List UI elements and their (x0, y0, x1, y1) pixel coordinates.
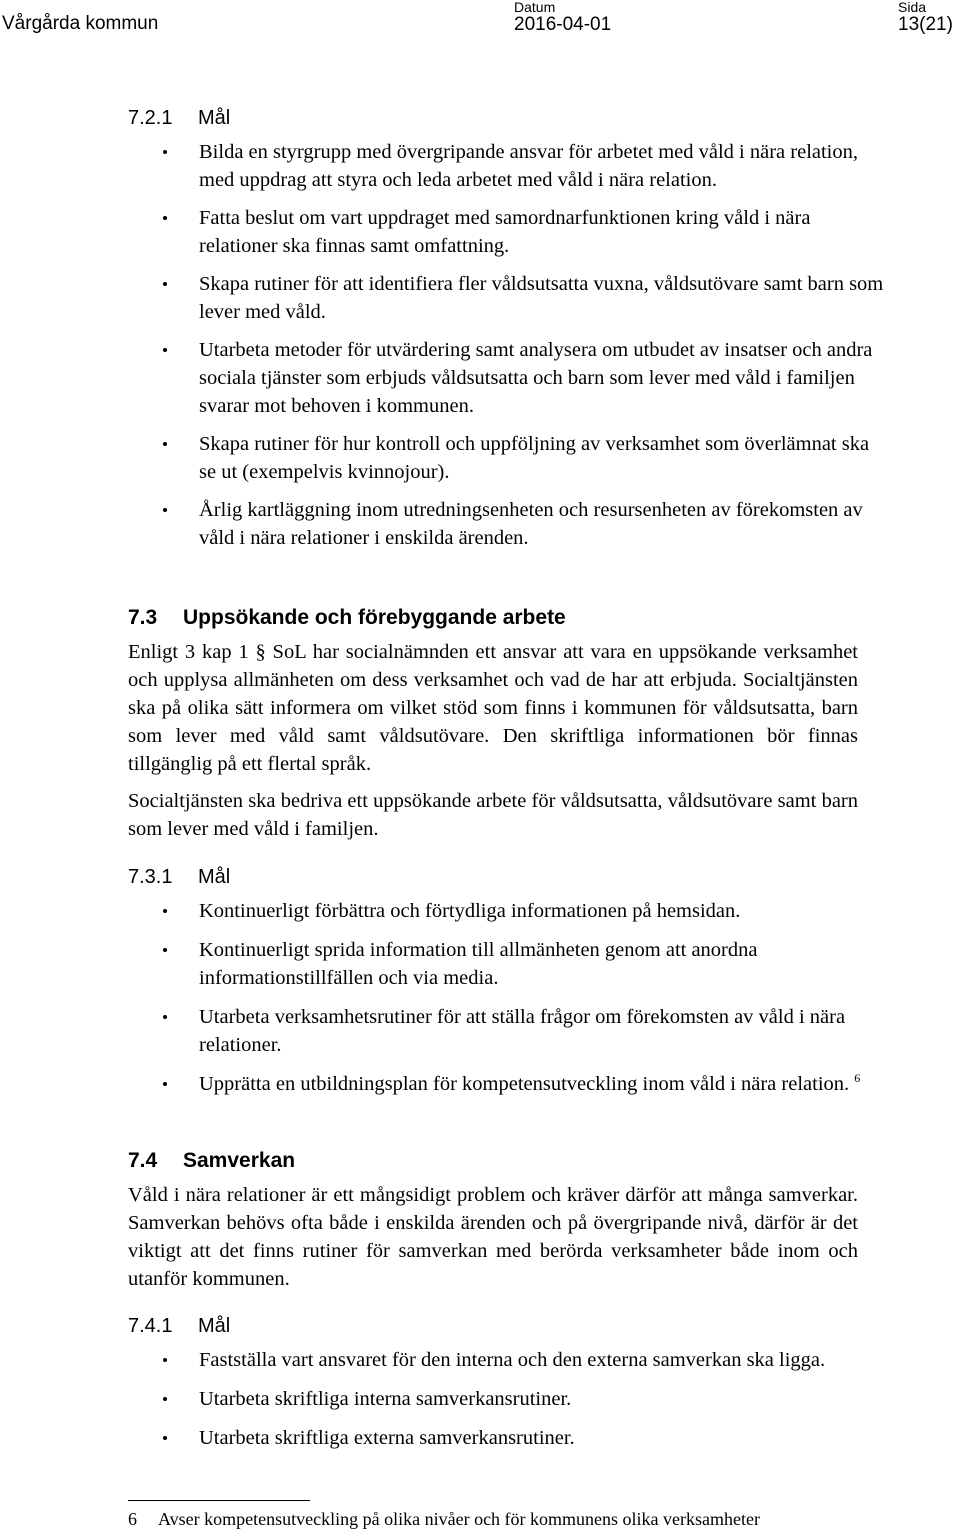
list-item: Årlig kartläggning inom utredningsenheten och resursenheten av förekomsten av våld i nära relationer i enskilda ärenden. (199, 496, 889, 552)
page-number: 13(21) (898, 14, 953, 35)
bullet-icon (163, 1015, 167, 1019)
page-label: Sida (898, 0, 927, 15)
goal-list-7-3-1 (199, 897, 889, 1098)
footnote (128, 1508, 760, 1530)
list-item: Skapa rutiner för hur kontroll och uppföljning av verksamhet som överlämnat ska se ut (exempelvis kvinnojour). (199, 430, 889, 486)
bullet-icon (163, 1358, 167, 1362)
list-item: Fatta beslut om vart uppdraget med samordnarfunktionen kring våld i nära relationer ska finnas samt omfattning. (199, 204, 889, 260)
heading-7-2-1 (128, 106, 230, 130)
list-item: Kontinuerligt sprida information till allmänheten genom att anordna informationstillfällen och via media. (199, 936, 889, 992)
heading-title: Mål (198, 1315, 231, 1337)
organization-name: Vårgårda kommun (2, 13, 159, 34)
bullet-icon (163, 508, 167, 512)
bullet-icon (163, 216, 167, 220)
list-item: Utarbeta skriftliga externa samverkansrutiner. (199, 1424, 889, 1452)
list-item: Bilda en styrgrupp med övergripande ansvar för arbetet med våld i nära relation, med uppdrag att styra och leda arbetet med våld i nära relation. (199, 138, 889, 194)
date-label: Datum (514, 0, 556, 15)
date-value: 2016-04-01 (514, 14, 612, 35)
heading-7-4-1 (128, 1314, 230, 1338)
heading-title: Uppsökande och förebyggande arbete (183, 606, 566, 629)
paragraph-7-4-1: Våld i nära relationer är ett mångsidigt problem och kräver därför att många samverkar. Samverkan behövs ofta både i enskilda ärenden och på övergripande nivå, därför är det viktigt att det finns rutiner för samverkan med berörda verksamheter både inom och utanför kommunen. (128, 1184, 858, 1290)
heading-number: 7.4.1 (128, 1315, 173, 1337)
list-item: Skapa rutiner för att identifiera fler våldsutsatta vuxna, våldsutövare samt barn som lever med våld. (199, 270, 889, 326)
heading-number: 7.2.1 (128, 107, 173, 129)
paragraph-7-3-2: Socialtjänsten ska bedriva ett uppsökande arbete för våldsutsatta, våldsutövare samt barn som lever med våld i familjen. (128, 790, 858, 840)
goal-list-7-2-1 (199, 138, 889, 552)
footnote-reference: 6 (854, 1071, 861, 1086)
list-item: Kontinuerligt förbättra och förtydliga informationen på hemsidan. (199, 897, 889, 925)
heading-title: Mål (198, 107, 231, 129)
bullet-icon (163, 282, 167, 286)
goal-list-7-4-1 (199, 1346, 889, 1452)
heading-7-4 (128, 1148, 295, 1174)
bullet-icon (163, 1436, 167, 1440)
list-item: Upprätta en utbildningsplan för kompetensutveckling inom våld i nära relation. $^6$ (199, 1070, 889, 1098)
heading-7-3 (128, 605, 566, 631)
list-item: Utarbeta skriftliga interna samverkansrutiner. (199, 1385, 889, 1413)
footnote-separator (128, 1500, 310, 1501)
bullet-icon (163, 150, 167, 154)
bullet-icon (163, 442, 167, 446)
heading-number: 7.3 (128, 606, 158, 629)
heading-title: Mål (198, 866, 231, 888)
bullet-icon (163, 948, 167, 952)
list-item: Utarbeta metoder för utvärdering samt analysera om utbudet av insatser och andra sociala tjänster som erbjuds våldsutsatta och barn som lever med våld i familjen svarar mot behoven i kommunen. (199, 336, 889, 420)
list-item: Utarbeta verksamhetsrutiner för att ställa frågor om förekomsten av våld i nära relationer. (199, 1003, 889, 1059)
bullet-icon (163, 1082, 167, 1086)
bullet-icon (163, 348, 167, 352)
paragraph-7-3-1: Enligt 3 kap 1 § SoL har socialnämnden ett ansvar att vara en uppsökande verksamhet och upplysa allmänheten om dess verksamhet och vad de har att erbjuda. Socialtjänsten ska på olika sätt informera om vilket stöd som finns i kommunen för våldsutsatta, barn som lever med våld samt våldsutövare. Den skriftliga informationen bör finnas tillgänglig på ett flertal språk. (128, 641, 858, 775)
heading-number: 7.4 (128, 1149, 158, 1172)
heading-title: Samverkan (183, 1149, 296, 1172)
footnote-text: Avser kompetensutveckling på olika nivåer och för kommunens olika verksamheter (158, 1509, 760, 1529)
bullet-icon (163, 909, 167, 913)
heading-number: 7.3.1 (128, 866, 173, 888)
heading-7-3-1 (128, 865, 230, 889)
list-item: Fastställa vart ansvaret för den interna och den externa samverkan ska ligga. (199, 1346, 889, 1374)
bullet-icon (163, 1397, 167, 1401)
footnote-number: 6 (128, 1509, 137, 1529)
